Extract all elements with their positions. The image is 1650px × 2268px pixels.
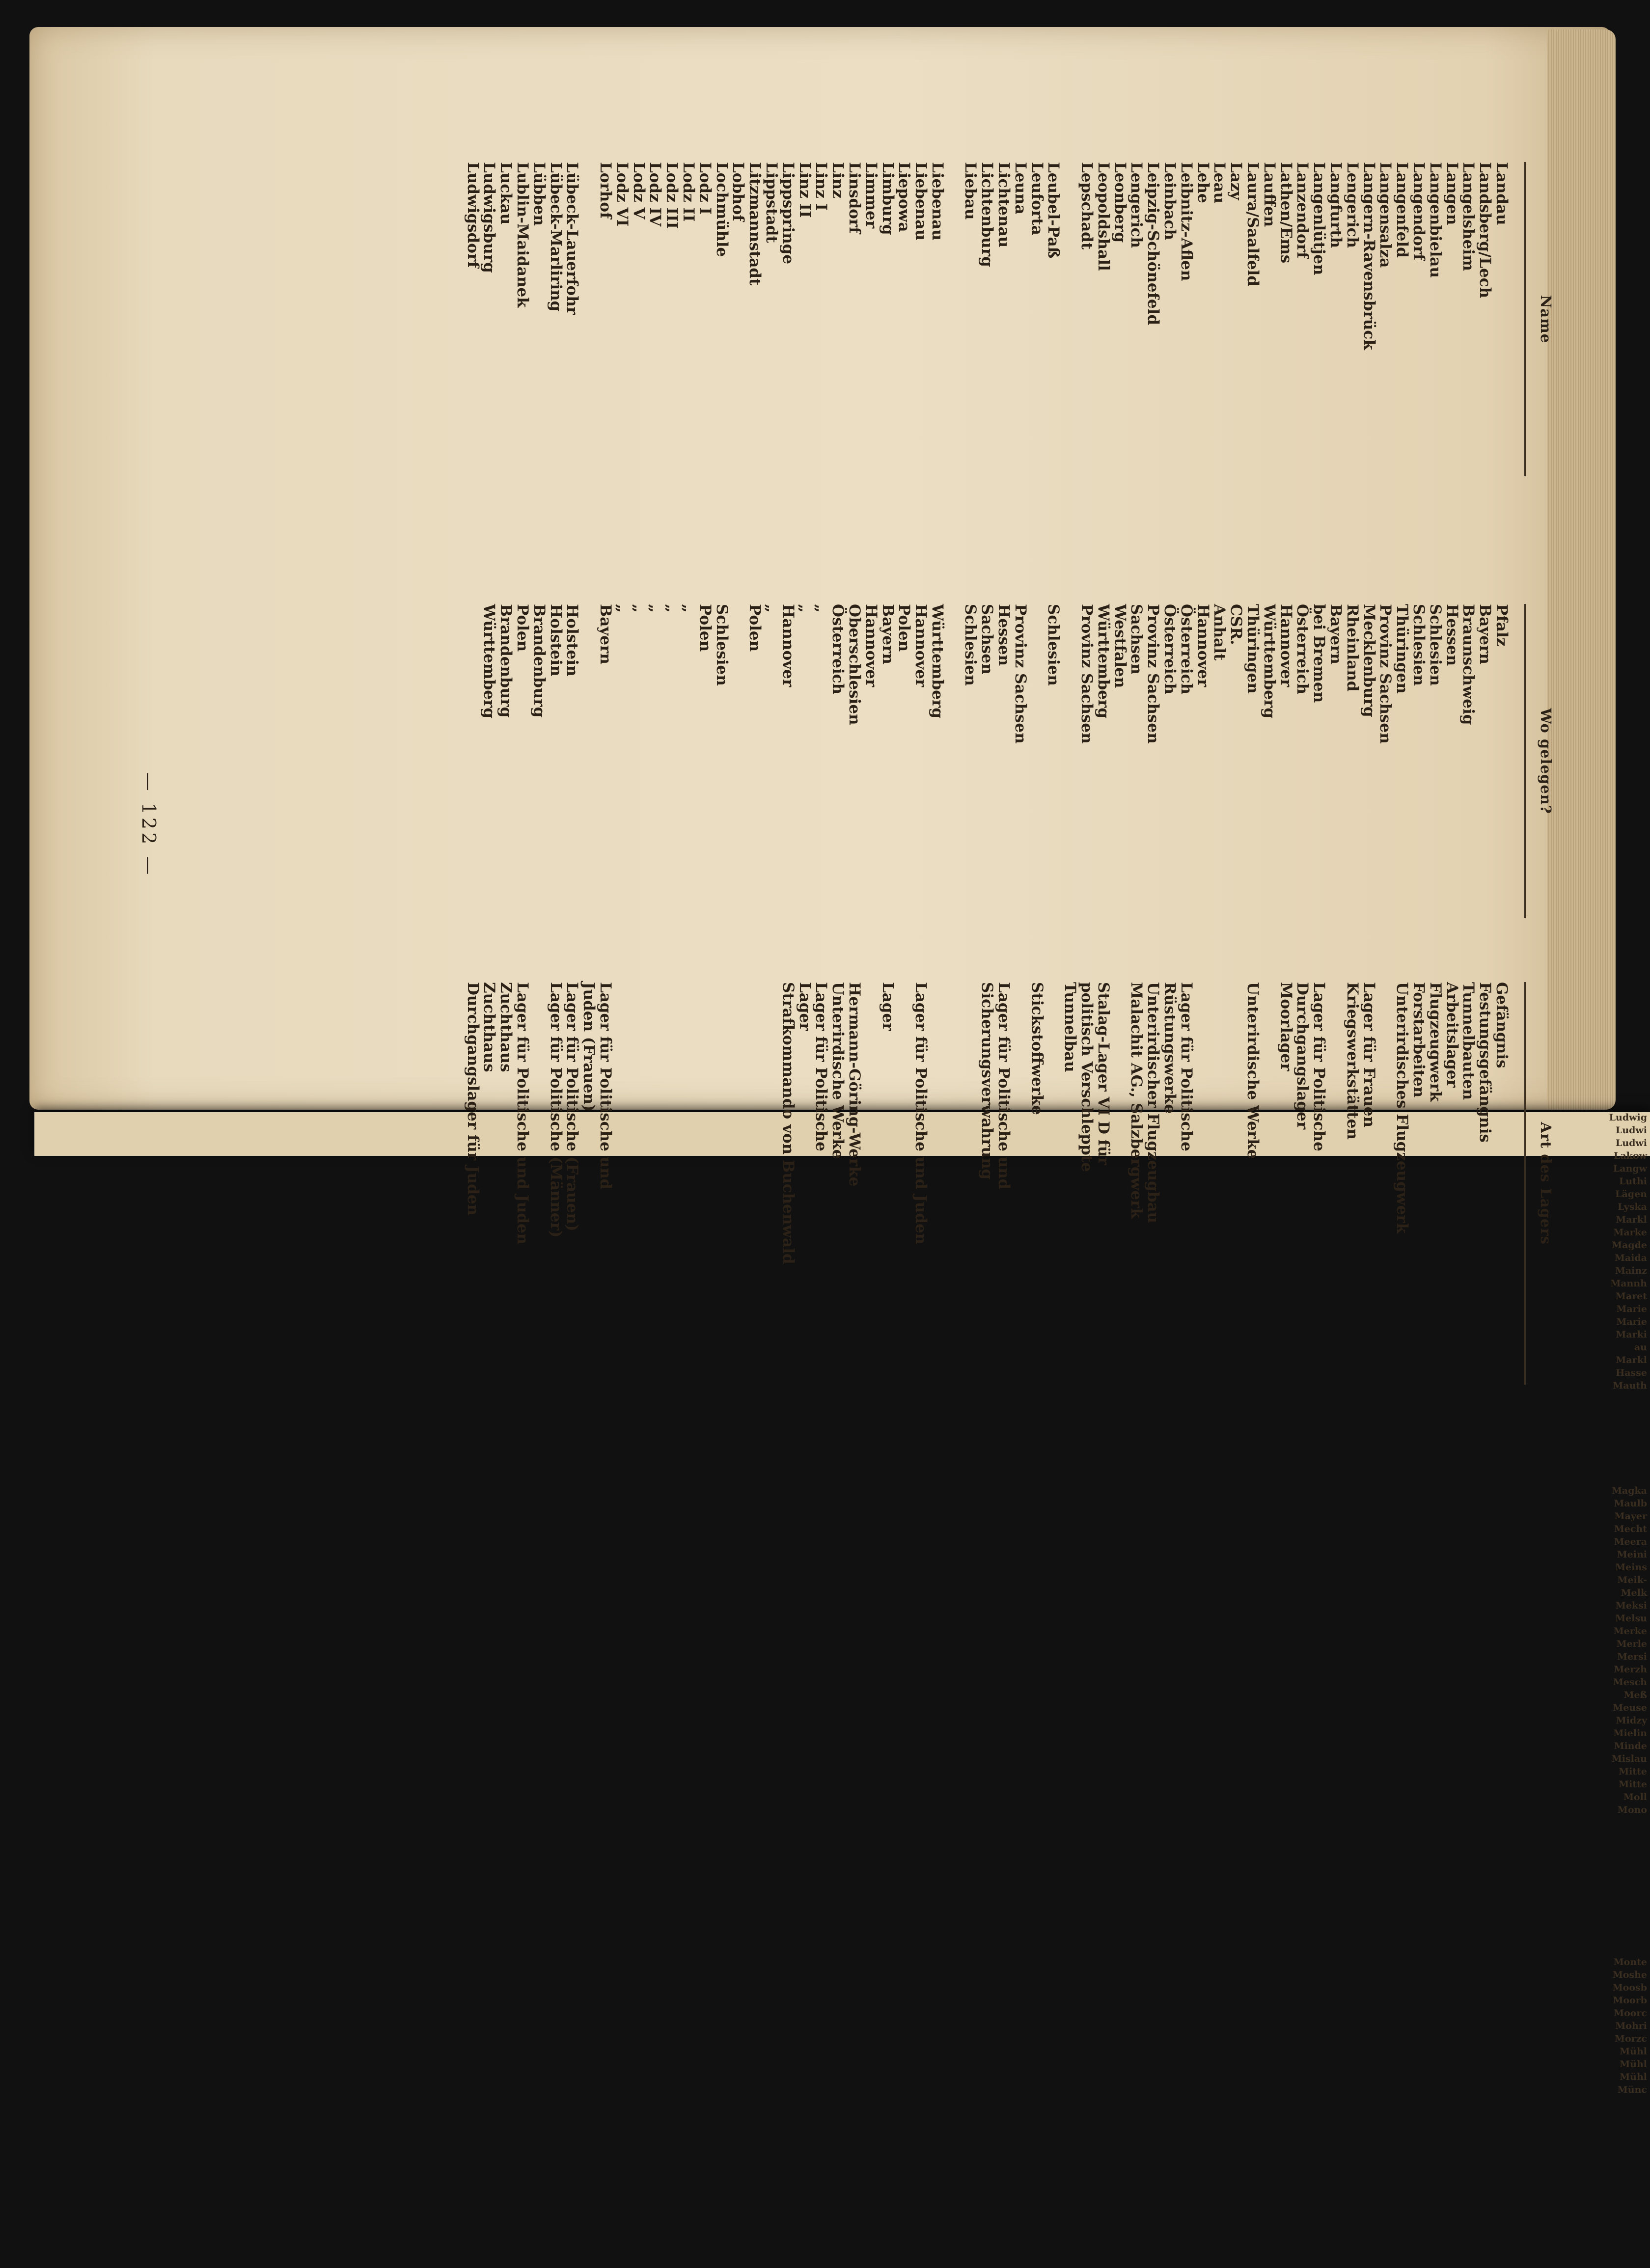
name-cell <box>1061 162 1078 476</box>
type-cell <box>862 982 879 1385</box>
type-cell <box>696 982 713 1385</box>
type-cell <box>713 982 730 1385</box>
name-cell: Linz <box>829 162 847 198</box>
location-cell <box>464 604 481 918</box>
location-cell: bei Bremen <box>1310 604 1328 703</box>
location-cell: Hessen <box>995 604 1013 666</box>
name-cell: Leuforta <box>1028 162 1046 235</box>
type-cell <box>630 982 647 1385</box>
location-cell: „ <box>646 604 664 613</box>
location-cell: CSR. <box>1227 604 1245 645</box>
fragment-text: Marie <box>1616 1304 1647 1314</box>
type-cell <box>1261 982 1277 1385</box>
type-cell: Kriegswerkstätten <box>1343 982 1361 1140</box>
name-cell: Limburg <box>879 162 897 235</box>
fragment-text: Lyska <box>1618 1202 1647 1212</box>
type-cell <box>1111 982 1128 1385</box>
name-cell: Liebau <box>962 162 980 220</box>
type-cell: Gefängnis <box>1493 982 1511 1068</box>
name-cell: Leipzig-Schönefeld <box>1144 162 1162 326</box>
type-cell <box>647 982 663 1385</box>
type-cell: Moorlager <box>1277 982 1295 1071</box>
type-cell: Lager für Politische und Juden <box>513 982 531 1245</box>
type-cell: Hermann-Göring-Werke <box>845 982 863 1187</box>
fragment-text: Mayer <box>1614 1511 1647 1522</box>
type-cell <box>1211 982 1228 1385</box>
type-cell: Durchgangslager für Juden <box>464 982 482 1216</box>
location-cell: Sachsen <box>1128 604 1146 675</box>
fragment-text: Mitte <box>1619 1766 1647 1777</box>
name-cell: Langensalza <box>1376 162 1395 268</box>
location-cell: Mecklenburg <box>1360 604 1378 717</box>
name-cell: Lichtenau <box>995 162 1013 248</box>
name-cell: Lanzendorf <box>1293 162 1312 259</box>
location-cell: Hessen <box>1443 604 1461 666</box>
location-cell: Polen <box>746 604 764 652</box>
fragment-text: Mersi <box>1617 1651 1647 1662</box>
location-cell: Hannover <box>779 604 797 687</box>
column-header-name: Name <box>1524 162 1554 476</box>
location-cell: Anhalt <box>1210 604 1229 661</box>
fragment-text: Mielin <box>1613 1728 1647 1739</box>
type-cell <box>530 982 547 1385</box>
location-cell: Württemberg <box>928 604 946 718</box>
fragment-text: au <box>1634 1342 1647 1353</box>
location-cell <box>1028 604 1045 918</box>
type-cell <box>730 982 746 1385</box>
type-cell: Flugzeugwerk <box>1426 982 1444 1102</box>
location-cell: Österreich <box>1293 604 1312 695</box>
fragment-text: Marki <box>1616 1329 1647 1340</box>
location-cell: Provinz Sachsen <box>1078 604 1096 744</box>
type-cell <box>1012 982 1028 1385</box>
name-cell: Lodz III <box>663 162 681 229</box>
location-cell: Oberschlesien <box>845 604 863 725</box>
fragment-text: Meß <box>1623 1690 1647 1700</box>
name-cell: Leinbach <box>1161 162 1179 241</box>
type-cell: Stickstoffwerke <box>1028 982 1046 1115</box>
type-cell <box>680 982 696 1385</box>
location-cell: Württemberg <box>1094 604 1112 718</box>
location-cell: Rheinland <box>1343 604 1361 692</box>
name-cell: Liebenau <box>912 162 930 241</box>
type-cell: Lager für Politische und <box>995 982 1013 1190</box>
fragment-text: Mühl <box>1620 2046 1647 2057</box>
type-cell: Lager für Politische und Juden <box>912 982 930 1245</box>
fragment-text: Hasse <box>1616 1367 1647 1378</box>
type-cell: Forstarbeiten <box>1410 982 1428 1098</box>
location-cell: Schlesien <box>1045 604 1063 686</box>
type-cell: Tunnelbauten <box>1459 982 1478 1100</box>
location-cell: Thüringen <box>1393 604 1411 694</box>
name-cell: Ludwigsburg <box>480 162 498 273</box>
location-cell: Brandenburg <box>497 604 515 718</box>
fragment-text: Mitte <box>1619 1779 1647 1790</box>
fragment-text: Lägen <box>1615 1189 1647 1200</box>
name-cell: Leibnitz-Aflen <box>1177 162 1195 281</box>
location-cell: Württemberg <box>480 604 498 718</box>
name-cell: Leau <box>1210 162 1229 204</box>
fragment-text: Lakow <box>1614 1150 1647 1161</box>
column-header-type: Art des Lagers <box>1524 982 1554 1385</box>
location-cell: „ <box>812 604 830 613</box>
location-cell: Bayern <box>1327 604 1345 664</box>
type-cell: Tunnelbau <box>1061 982 1079 1072</box>
name-cell: Langenfeld <box>1393 162 1411 258</box>
location-cell: „ <box>762 604 780 613</box>
fragment-text: Merzh <box>1614 1664 1647 1675</box>
type-cell <box>1327 982 1344 1385</box>
fragment-text: Mühl <box>1620 2072 1647 2082</box>
location-cell: Österreich <box>1177 604 1195 695</box>
fragment-text: Monte <box>1613 1957 1647 1967</box>
fragment-text: Meik- <box>1617 1575 1647 1585</box>
name-cell <box>580 162 597 476</box>
name-cell: Liebenau <box>928 162 946 241</box>
location-cell: Österreich <box>829 604 847 695</box>
type-cell: politisch Verschleppte <box>1078 982 1096 1172</box>
location-cell: Schlesien <box>1410 604 1428 686</box>
fragment-text: Moorc <box>1614 2008 1647 2019</box>
fragment-text: Langw <box>1613 1163 1647 1174</box>
location-cell: Braunschweig <box>1459 604 1478 725</box>
name-cell: Lichtenburg <box>978 162 996 267</box>
location-cell: Hannover <box>912 604 930 687</box>
location-cell: Brandenburg <box>530 604 548 718</box>
name-cell: Linsdorf <box>845 162 863 234</box>
fragment-text: Marie <box>1616 1316 1647 1327</box>
name-cell: Ludwigsdorf <box>464 162 482 268</box>
fragment-text: Maulb <box>1614 1498 1647 1509</box>
name-cell: Leopoldshall <box>1094 162 1112 271</box>
location-cell: „ <box>679 604 697 613</box>
type-cell: Lager für Frauen <box>1360 982 1378 1128</box>
name-cell: Langelsheim <box>1459 162 1478 271</box>
type-cell: Sicherungsverwahrung <box>978 982 996 1180</box>
type-cell: Lager für Politische <box>1177 982 1195 1151</box>
name-cell: Lepschadt <box>1078 162 1096 250</box>
type-cell: Rüstungswerke <box>1161 982 1179 1114</box>
location-list <box>464 604 1510 918</box>
fragment-text: Mohri <box>1615 2021 1647 2031</box>
name-cell: Lengerich <box>1128 162 1146 248</box>
name-cell: Langenlütjen <box>1310 162 1328 275</box>
location-cell: Schlesien <box>1426 604 1444 686</box>
location-cell: Polen <box>513 604 531 652</box>
name-cell: Limmer <box>862 162 880 229</box>
fragment-text: Maret <box>1615 1291 1647 1302</box>
location-cell: Hannover <box>1277 604 1295 687</box>
fragment-text: Melk <box>1621 1587 1647 1598</box>
fragment-text: Meuse <box>1613 1702 1647 1713</box>
name-cell: Lodz VI <box>613 162 631 227</box>
name-cell: Lauffen <box>1260 162 1278 227</box>
fragment-text: Minde <box>1614 1741 1647 1751</box>
name-cell: Lübben <box>530 162 548 226</box>
name-cell: Litzmannstadt <box>746 162 764 286</box>
name-cell: Lobhof <box>729 162 747 221</box>
fragment-text: Melsu <box>1615 1613 1647 1624</box>
fragment-text: Mono <box>1617 1804 1647 1815</box>
type-cell: Zuchthaus <box>480 982 498 1072</box>
name-cell <box>945 162 962 476</box>
location-cell: „ <box>663 604 681 613</box>
name-cell: Landsberg/Lech <box>1476 162 1494 299</box>
name-cell: Leonberg <box>1111 162 1129 243</box>
type-cell: Juden (Frauen) <box>580 982 598 1112</box>
fragment-text: Markl <box>1616 1214 1647 1225</box>
fragment-text: Münc <box>1617 2084 1647 2095</box>
fragment-text: Meins <box>1615 1562 1647 1573</box>
name-cell: Lippstadt <box>762 162 780 243</box>
location-cell: Provinz Sachsen <box>1011 604 1029 744</box>
name-cell: Lengerich <box>1343 162 1361 248</box>
name-cell: Lochmühle <box>713 162 731 257</box>
fragment-text: Moshe <box>1612 1969 1647 1980</box>
page-edges <box>1547 29 1616 1110</box>
location-cell: Württemberg <box>1260 604 1278 718</box>
type-cell <box>1377 982 1394 1385</box>
type-cell: Festungsgefängnis <box>1476 982 1494 1143</box>
type-cell <box>1194 982 1211 1385</box>
fragment-text: Mauth <box>1613 1380 1647 1391</box>
location-column <box>464 604 1554 918</box>
fragment-text: Midzy <box>1616 1715 1647 1726</box>
name-column <box>464 162 1554 476</box>
type-cell <box>896 982 912 1385</box>
type-cell: Unterirdische Werke <box>1244 982 1262 1159</box>
column-header-location: Wo gelegen? <box>1524 604 1554 918</box>
type-cell: Lager für Politische und <box>596 982 614 1190</box>
location-cell: Holstein <box>563 604 581 677</box>
type-cell: Lager <box>796 982 814 1031</box>
name-cell: Lathen/Ems <box>1277 162 1295 264</box>
type-cell <box>763 982 779 1385</box>
type-cell: Strafkommando von Buchenwald <box>779 982 797 1264</box>
name-cell: Lippspringe <box>779 162 797 265</box>
type-cell: Lager für Politische (Frauen) <box>563 982 581 1231</box>
name-cell: Langern-Ravensbrück <box>1360 162 1378 350</box>
type-cell <box>962 982 979 1385</box>
fragment-text: Mesch <box>1613 1677 1647 1688</box>
name-cell: Leuna <box>1011 162 1029 215</box>
type-cell <box>663 982 680 1385</box>
location-cell: „ <box>796 604 814 613</box>
location-cell: Bayern <box>879 604 897 664</box>
location-cell: Thüringen <box>1244 604 1262 694</box>
location-cell: Sachsen <box>978 604 996 675</box>
fragment-text: Meksi <box>1615 1600 1647 1611</box>
type-cell: Unterirdischer Flugzeugbau <box>1144 982 1162 1224</box>
name-cell: Luckau <box>497 162 515 225</box>
location-cell: Bayern <box>1476 604 1494 664</box>
fragment-text: Mannh <box>1610 1278 1647 1289</box>
name-cell: Lodz II <box>679 162 697 222</box>
name-cell: Lodz IV <box>646 162 664 227</box>
fragment-text: Magka <box>1611 1485 1647 1496</box>
fragment-text: Markl <box>1616 1355 1647 1366</box>
location-cell: Holstein <box>547 604 565 677</box>
type-cell <box>746 982 763 1385</box>
location-cell <box>945 604 962 918</box>
location-cell: Bayern <box>596 604 614 664</box>
location-cell: Provinz Sachsen <box>1376 604 1395 744</box>
fragment-text: Ludwig <box>1609 1112 1647 1123</box>
type-cell: Lager für Politische <box>812 982 830 1151</box>
type-cell <box>1045 982 1062 1385</box>
location-cell <box>730 604 746 918</box>
type-cell: Malachit AG., Salzbergwerk <box>1128 982 1146 1219</box>
type-cell: Unterirdisches Flugzeugwerk <box>1393 982 1411 1234</box>
location-cell: Hannover <box>1194 604 1212 687</box>
fragment-text: Moll <box>1623 1792 1647 1803</box>
name-cell: Liepowa <box>895 162 913 232</box>
next-page-fragments <box>1606 1112 1650 2268</box>
name-cell: Langen <box>1443 162 1461 225</box>
type-cell: Durchgangslager <box>1293 982 1312 1130</box>
type-list <box>464 982 1510 1385</box>
fragment-text: Marke <box>1613 1227 1647 1238</box>
fragment-text: Ludwi <box>1615 1138 1647 1148</box>
type-cell: Lager für Politische <box>1310 982 1328 1151</box>
fragment-text: Mühl <box>1620 2059 1647 2070</box>
name-cell: Lodz I <box>696 162 714 215</box>
fragment-text: Moorb <box>1613 1995 1647 2006</box>
type-cell: Lager <box>879 982 897 1031</box>
name-cell: Laura/Saalfeld <box>1244 162 1262 287</box>
fragment-text: Moosb <box>1612 1982 1647 1993</box>
name-cell: Lublin-Maidanek <box>513 162 531 308</box>
location-cell <box>580 604 597 918</box>
location-cell: Polen <box>895 604 913 652</box>
name-cell: Langfurth <box>1327 162 1345 248</box>
fragment-text: Meera <box>1614 1536 1647 1547</box>
type-cell: Stalag-Lager VI D für <box>1094 982 1112 1165</box>
fragment-text: Merle <box>1616 1639 1647 1649</box>
location-cell: Schlesien <box>713 604 731 686</box>
fragment-text: Luthi <box>1619 1176 1647 1187</box>
location-cell: Hannover <box>862 604 880 687</box>
type-cell: Unterirdische Werke <box>829 982 847 1159</box>
name-cell: Leubel-Paß <box>1045 162 1063 259</box>
fragment-text: Mecht <box>1614 1524 1647 1534</box>
location-cell: Schlesien <box>962 604 980 686</box>
type-cell: Zuchthaus <box>497 982 515 1072</box>
name-cell: Linz I <box>812 162 830 211</box>
fragment-text: Merke <box>1613 1626 1647 1637</box>
fragment-text: Mislau <box>1611 1753 1647 1764</box>
location-cell: „ <box>613 604 631 613</box>
location-cell <box>1061 604 1078 918</box>
name-list <box>464 162 1510 476</box>
rotated-page-content <box>130 162 1554 1264</box>
location-cell: Polen <box>696 604 714 652</box>
type-cell: Arbeitslager <box>1443 982 1461 1088</box>
name-cell: Lübeck-Lauerfohr <box>563 162 581 315</box>
name-cell: Langenbielau <box>1426 162 1444 278</box>
fragment-text: Morzc <box>1614 2033 1647 2044</box>
location-cell: „ <box>630 604 648 613</box>
type-cell <box>1227 982 1244 1385</box>
name-cell: Linz II <box>796 162 814 218</box>
name-cell: Lübeck-Marliring <box>547 162 565 312</box>
location-cell: Pfalz <box>1493 604 1511 647</box>
name-cell: Lorhof <box>596 162 614 219</box>
location-cell: Österreich <box>1161 604 1179 695</box>
fragment-text: Maida <box>1614 1253 1647 1263</box>
name-cell: Langendorf <box>1410 162 1428 261</box>
name-cell: Lodz V <box>630 162 648 219</box>
fragment-text: Meini <box>1617 1549 1647 1560</box>
type-cell: Lager für Politische (Männer) <box>547 982 565 1238</box>
type-cell <box>945 982 962 1385</box>
type-cell <box>613 982 630 1385</box>
type-column <box>464 982 1554 1385</box>
fragment-text: Ludwi <box>1615 1125 1647 1136</box>
fragment-text: Magde <box>1611 1240 1647 1251</box>
fragment-text: Mainz <box>1615 1265 1647 1276</box>
page-number: — 122 — <box>138 772 160 878</box>
name-cell: Lehe <box>1194 162 1212 203</box>
location-cell: Provinz Sachsen <box>1144 604 1162 744</box>
name-cell: Landau <box>1493 162 1511 225</box>
type-cell <box>929 982 945 1385</box>
location-cell: Westfalen <box>1111 604 1129 688</box>
name-cell: Lazy <box>1227 162 1245 200</box>
